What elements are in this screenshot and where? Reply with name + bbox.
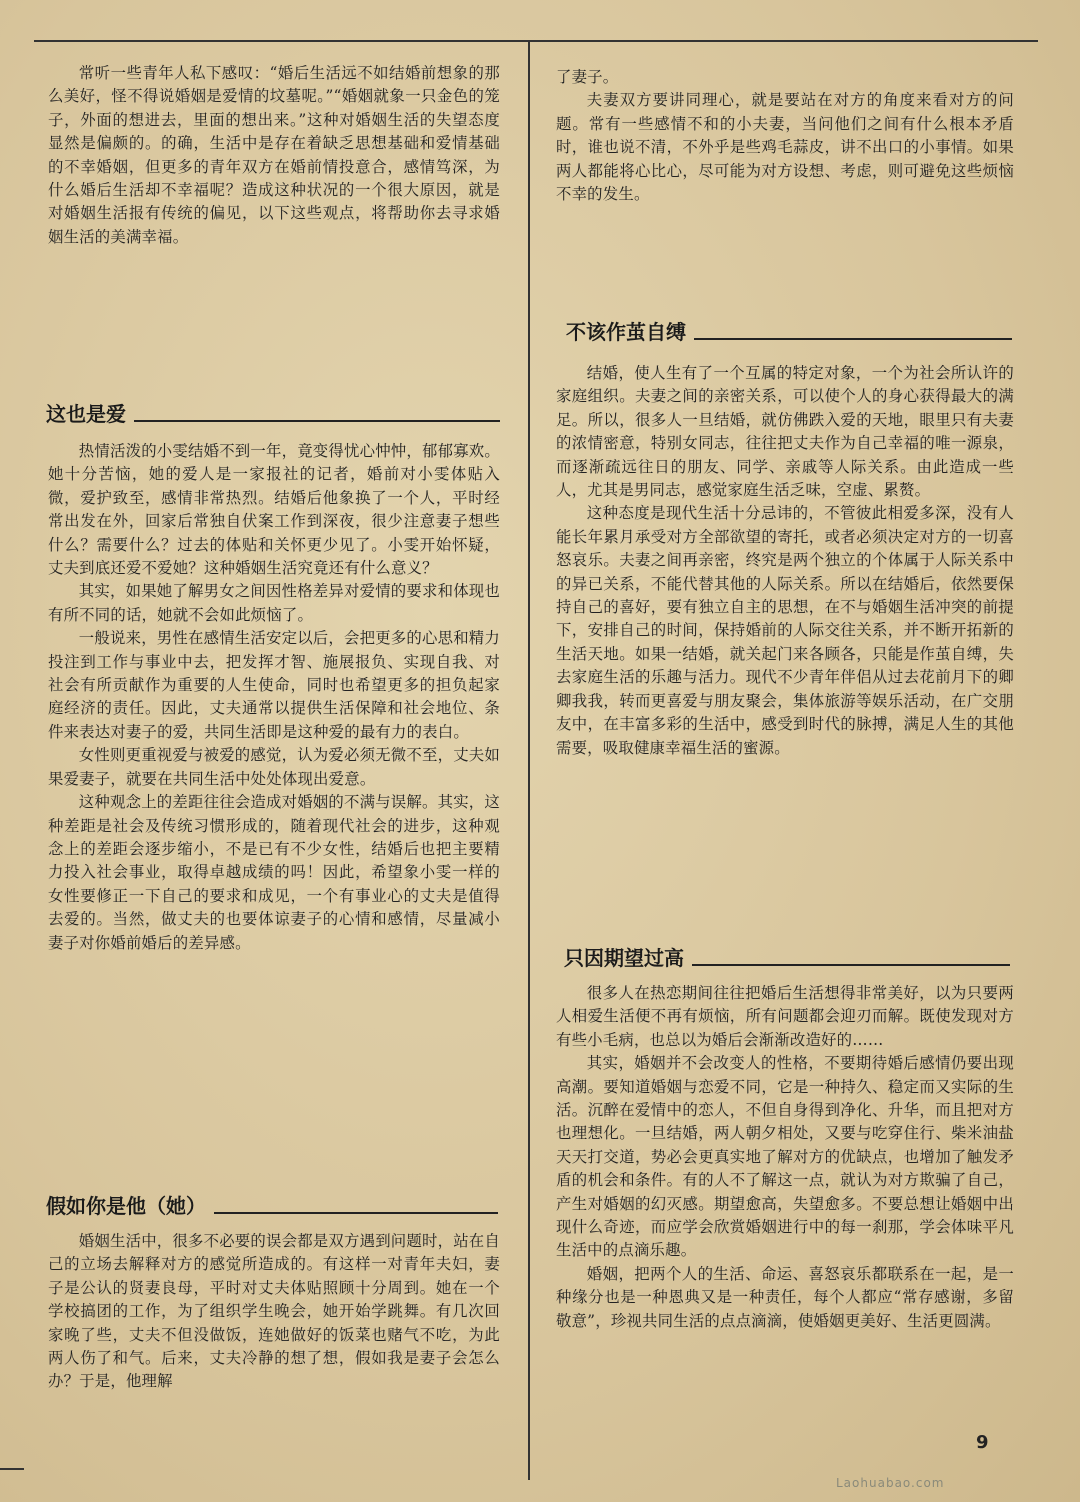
section-heading-zheyeshiai xyxy=(46,398,500,427)
section2-body xyxy=(48,1230,500,1394)
paragraph: 结婚，使人生有了一个互属的特定对象，一个为社会所认许的家庭组织。夫妻之间的亲密关系，可以使个人的身心获得最大的满足。所以，很多人一旦结婚，就仿佛跌入爱的天地，眼里只有夫妻的浓情密意，特别女同志，往往把丈夫作为自己幸福的唯一源泉，而逐渐疏远往日的朋友、同学、亲戚等人际关系。由此造成一些人，尤其是男同志，感觉家庭生活乏味，空虚、累赘。 xyxy=(556,364,1014,500)
section-title: 假如你是他（她） xyxy=(46,1194,206,1218)
section-heading-zuojianzifu xyxy=(566,316,1012,345)
column-divider xyxy=(528,40,530,1480)
intro-paragraph: 常听一些青年人私下感叹：“婚后生活远不如结婚前想象的那么美好，怪不得说婚姻是爱情的坟墓呢。”“婚姻就象一只金色的笼子，外面的想进去，里面的想出来。”这种对婚姻生活的失望态度显然是偏颇的。的确，生活中是存在着缺乏思想基础和爱情基础的不幸婚姻，但更多的青年双方在婚前情投意合，感情笃深，为什么婚后生活却不幸福呢？造成这种状况的一个很大原因，就是对婚姻生活报有传统的偏见，以下这些观点，将帮助你去寻求婚姻生活的美满幸福。 xyxy=(48,64,500,246)
section4-body xyxy=(556,982,1014,1333)
page-number: 9 xyxy=(976,1432,989,1453)
paragraph-continued: 了妻子。 xyxy=(556,68,619,86)
bottom-left-rule xyxy=(0,1468,24,1470)
intro-block xyxy=(48,62,500,249)
section-title: 这也是爱 xyxy=(46,402,126,426)
paragraph: 其实，如果她了解男女之间因性格差异对爱情的要求和体现也有所不同的话，她就不会如此烦恼了。 xyxy=(48,582,500,624)
paragraph: 热情活泼的小雯结婚不到一年，竟变得忧心忡忡，郁郁寡欢。她十分苦恼，她的爱人是一家报社的记者，婚前对小雯体贴入微，爱护致至，感情非常热烈。结婚后他象换了一个人，平时经常出发在外，回家后常独自伏案工作到深夜，很少注意妻子想些什么？需要什么？过去的体贴和关怀更少见了。小雯开始怀疑，丈夫到底还爱不爱她？这种婚姻生活究竟还有什么意义？ xyxy=(48,442,500,578)
heading-rule xyxy=(694,338,1012,340)
section1-body xyxy=(48,440,500,955)
paragraph: 婚姻，把两个人的生活、命运、喜怒哀乐都联系在一起，是一种缘分也是一种恩典又是一种责任，每个人都应“常存感谢，多留敬意”，珍视共同生活的点点滴滴，使婚姻更美好、生活更圆满。 xyxy=(556,1264,1014,1330)
heading-rule xyxy=(692,964,1010,966)
heading-rule xyxy=(134,420,500,422)
section-heading-qiwangguogao xyxy=(564,942,1010,971)
paragraph: 一般说来，男性在感情生活安定以后，会把更多的心思和精力投注到工作与事业中去，把发挥才智、施展报负、实现自我、对社会有所贡献作为重要的人生使命，同时也希望更多的担负起家庭经济的责任。因此，丈夫通常以提供生活保障和社会地位、条件来表达对妻子的爱，共同生活即是这种爱的最有力的表白。 xyxy=(48,629,500,741)
section-title: 不该作茧自缚 xyxy=(566,320,686,344)
top-rule xyxy=(34,40,1038,42)
paragraph: 婚姻生活中，很多不必要的误会都是双方遇到问题时，站在自己的立场去解释对方的感觉所造成的。有这样一对青年夫妇，妻子是公认的贤妻良母，平时对丈夫体贴照顾十分周到。她在一个学校搞团的工作，为了组织学生晚会，她开始学跳舞。有几次回家晚了些，丈夫不但没做饭，连她做好的饭菜也赌气不吃，为此两人伤了和气。后来，丈夫冷静的想了想，假如我是妻子会怎么办？于是，他理解 xyxy=(48,1232,500,1391)
section-title: 只因期望过高 xyxy=(564,946,684,970)
watermark: Laohuabao.com xyxy=(836,1476,945,1490)
paragraph: 女性则更重视爱与被爱的感觉，认为爱必须无微不至，丈夫如果爱妻子，就要在共同生活中处处体现出爱意。 xyxy=(48,746,500,788)
paragraph: 其实，婚姻并不会改变人的性格，不要期待婚后感情仍要出现高潮。要知道婚姻与恋爱不同，它是一种持久、稳定而又实际的生活。沉醉在爱情中的恋人，不但自身得到净化、升华，而且把对方也理想化。一旦结婚，两人朝夕相处，又要与吃穿住行、柴米油盐天天打交道，势必会更真实地了解对方的优缺点，也增加了触发矛盾的机会和条件。有的人不了解这一点，就认为对方欺骗了自己，产生对婚姻的幻灭感。期望愈高，失望愈多。不要总想让婚姻中出现什么奇迹，而应学会欣赏婚姻进行中的每一刹那，学会体味平凡生活中的点滴乐趣。 xyxy=(556,1054,1014,1260)
right-intro-block xyxy=(556,66,1014,206)
paragraph: 这种态度是现代生活十分忌讳的，不管彼此相爱多深，没有人能长年累月承受对方全部欲望的寄托，或者必须决定对方的一切喜怒哀乐。夫妻之间再亲密，终究是两个独立的个体属于人际关系中的异已关系，不能代替其他的人际关系。所以在结婚后，依然要保持自己的喜好，要有独立自主的思想，在不与婚姻生活冲突的前提下，安排自己的时间，保持婚前的人际交往关系，并不断开拓新的生活天地。如果一结婚，就关起门来各顾各，只能是作茧自缚，失去家庭生活的乐趣与活力。现代不少青年伴侣从过去花前月下的卿卿我我，转而更喜爱与朋友聚会，集体旅游等娱乐活动，在广交朋友中，在丰富多彩的生活中，感受到时代的脉搏，满足人生的其他需要，吸取健康幸福生活的蜜源。 xyxy=(556,504,1014,757)
section-heading-jiarunishita xyxy=(46,1190,498,1219)
paragraph: 这种观念上的差距往往会造成对婚姻的不满与误解。其实，这种差距是社会及传统习惯形成的，随着现代社会的进步，这种观念上的差距会逐步缩小，不是已有不少女性，结婚后也把主要精力投入社会事业，取得卓越成绩的吗！因此，希望象小雯一样的女性要修正一下自己的要求和成见，一个有事业心的丈夫是值得去爱的。当然，做丈夫的也要体谅妻子的心情和感情，尽量减小妻子对你婚前婚后的差异感。 xyxy=(48,793,500,952)
paragraph: 夫妻双方要讲同理心，就是要站在对方的角度来看对方的问题。常有一些感情不和的小夫妻，当问他们之间有什么根本矛盾时，谁也说不清，不外乎是些鸡毛蒜皮，讲不出口的小事情。如果两人都能将心比心，尽可能为对方设想、考虑，则可避免这些烦恼不幸的发生。 xyxy=(556,91,1014,204)
paragraph: 很多人在热恋期间往往把婚后生活想得非常美好，以为只要两人相爱生活便不再有烦恼，所有问题都会迎刃而解。既使发现对方有些小毛病，也总以为婚后会渐渐改造好的…… xyxy=(556,984,1014,1049)
heading-rule xyxy=(214,1212,498,1214)
section3-body xyxy=(556,362,1014,760)
